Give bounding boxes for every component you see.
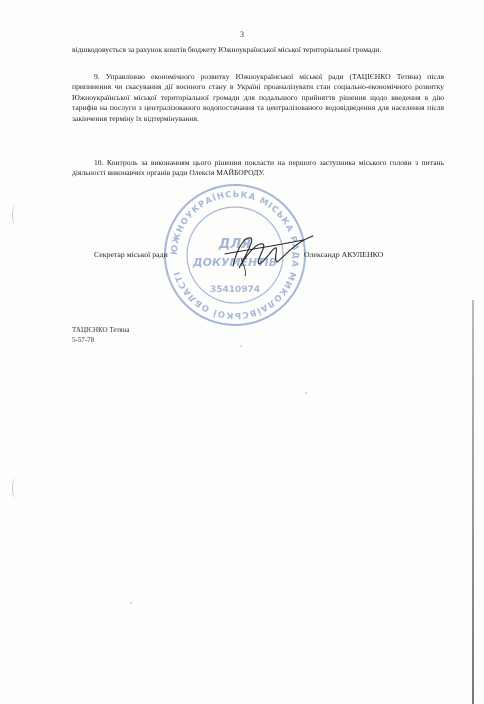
- stamp-center-top: ДЛЯ: [218, 237, 252, 252]
- paragraph-item-10: 10. Контроль за виконанням цього рішення покласти на першого заступника міського голови з питань діяльності виконавчих органів ради Олексія МАЙБОРОДУ.: [72, 158, 444, 178]
- signatory-title: Секретар міської ради: [94, 250, 168, 259]
- scan-binder-edge: [472, 300, 474, 704]
- scan-hole-mark: [12, 478, 19, 498]
- scan-speck: [130, 602, 132, 604]
- page-number: 3: [240, 30, 244, 39]
- stamp-center-bottom: ДОКУМЕНТІВ: [192, 256, 278, 269]
- scan-hole-mark: [12, 205, 19, 225]
- paragraph-continuation: відшкодовується за рахунок коштів бюджету Южноукраїнської міської територіальної громади.: [72, 45, 382, 54]
- executor-block: [72, 326, 130, 345]
- stamp-code: 35410974: [209, 285, 261, 295]
- executor-phone: 5-57-78: [72, 335, 95, 344]
- scan-speck: [240, 345, 242, 347]
- signature-row: [94, 250, 424, 264]
- paragraph-item-9: 9. Управлінню економічного розвитку Южноукраїнської міської ради (ТАЦІЄНКО Тетяна) після припинення чи скасування дії воєнного стану в Україні проаналізувати стан соціально-економічного розвитку Южноукраїнської міської територіальної громади для подальшого прийняття рішення щодо введення в дію тарифів на послуги з централізованого водопостачання та централізованого водовідведення для населення після закінчення терміну їх відтермінування.: [72, 72, 444, 123]
- stamp-ring-text: ЮЖНОУКРАЇНСЬКА МІСЬКА РАДА МИКОЛАЇВСЬКОЇ ОБЛАСТІ: [169, 189, 301, 321]
- scan-speck: [305, 392, 307, 394]
- signatory-name: Олександр АКУЛЕНКО: [304, 250, 384, 259]
- executor-name: ТАЦІЄНКО Тетяна: [72, 326, 130, 334]
